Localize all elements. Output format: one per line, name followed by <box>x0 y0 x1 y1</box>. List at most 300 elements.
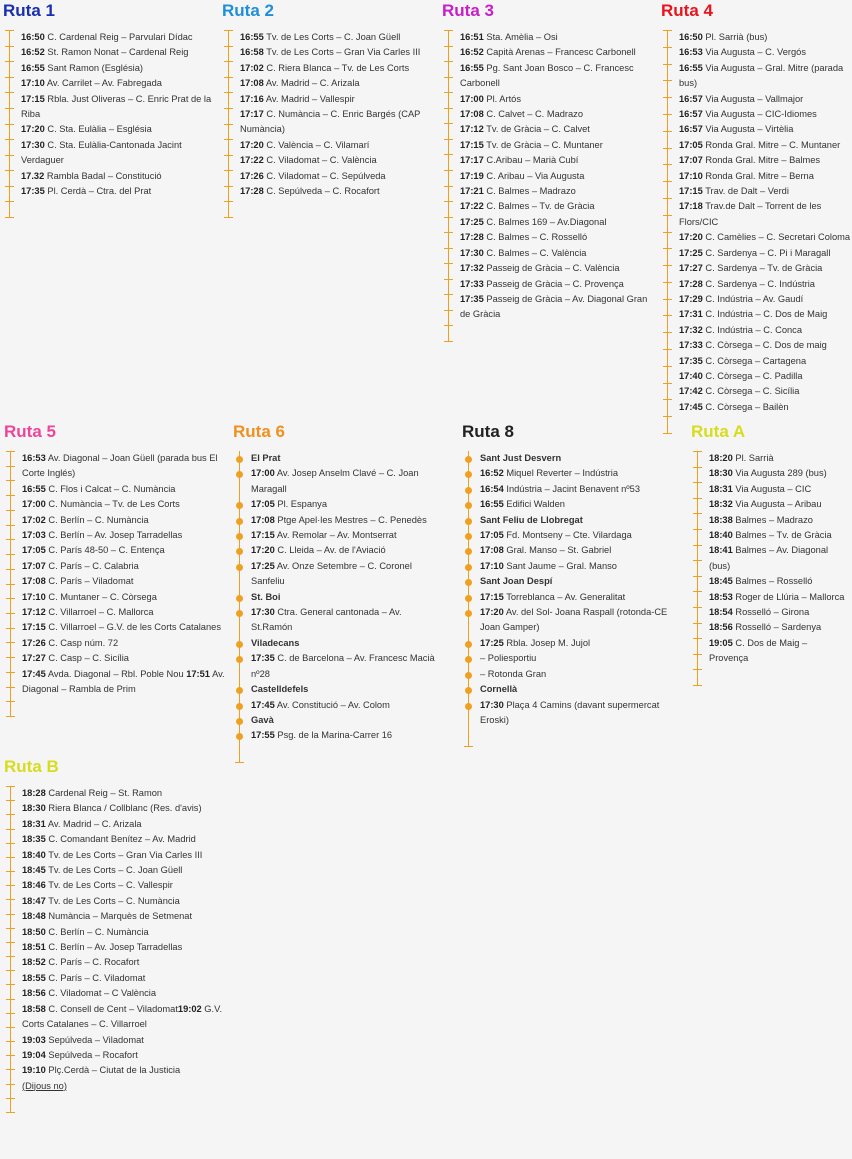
timeline-tick <box>663 181 672 182</box>
timeline-tick <box>6 956 15 957</box>
timeline <box>442 30 652 323</box>
stop-item <box>460 92 652 107</box>
timeline-tick <box>6 885 15 886</box>
stop-time: 16:50 <box>21 32 45 42</box>
stop-time: 17:15 <box>22 622 46 633</box>
timeline-tick <box>693 669 702 670</box>
stop-time: 18:41 <box>709 545 733 556</box>
stop-place: Plaça 4 Camins (davant supermercat Eroski) <box>480 699 660 725</box>
timeline-tick <box>444 341 453 342</box>
town-name: Castelldefels <box>251 684 309 695</box>
stop-time: 18:52 <box>22 957 46 968</box>
stop-time: 17:10 <box>480 560 504 571</box>
timeline-tick <box>6 657 15 658</box>
stop-item <box>460 230 652 245</box>
timeline-dot <box>465 641 472 648</box>
stop-place: Rosselló – Girona <box>735 607 810 618</box>
stop-time: 17:20 <box>480 607 504 618</box>
stop-place: C. Flos i Calcat – C. Numància <box>48 483 176 494</box>
stop-place: C. Villarroel – G.V. de les Corts Catalanes <box>48 622 221 633</box>
stop-time: 17:33 <box>460 278 484 289</box>
stop-place: C. París – Viladomat <box>48 576 134 587</box>
stop-place: Ronda Gral. Mitre – C. Muntaner <box>705 139 841 150</box>
timeline-tick <box>6 598 15 599</box>
timeline-tick <box>663 248 672 249</box>
stop-place: C. Casp núm. 72 <box>48 637 119 648</box>
stop-time: 17:27 <box>22 653 46 664</box>
stop-place: Av. Madrid – Vallespir <box>265 93 355 104</box>
stop-place: C. Berlín – C. Numància <box>48 514 149 525</box>
timeline-tick <box>6 899 15 900</box>
stop-item <box>251 497 443 512</box>
stop-item <box>251 713 443 728</box>
note-text: (Dijous no) <box>22 1080 67 1091</box>
timeline-tick <box>444 279 453 280</box>
stop-place: Torreblanca – Av. Generalitat <box>506 591 626 602</box>
stop-time: 17:25 <box>251 560 275 571</box>
stop-place: Passeig de Gràcia – C. Provença <box>486 278 624 289</box>
stop-item <box>22 543 230 558</box>
route-4-block <box>661 1 851 415</box>
route-a-block <box>691 422 849 667</box>
timeline-dot <box>236 687 243 694</box>
timeline-dot <box>465 471 472 478</box>
stop-item <box>679 122 851 137</box>
stop-place: Roger de Llúria – Mallorca <box>735 591 845 602</box>
stop-place: Tv. de Gràcia – C. Muntaner <box>486 139 603 150</box>
stop-item <box>251 682 443 697</box>
timeline-tick <box>693 685 702 686</box>
stop-time: 18:20 <box>709 453 733 463</box>
stop-item <box>251 605 443 636</box>
stop-place: St. Ramon Nonat – Cardenal Reig <box>47 47 189 58</box>
route-title: Ruta 1 <box>3 1 55 20</box>
stop-place: Av. Diagonal – Rambla de Prim <box>22 668 225 695</box>
stop-time: 17:30 <box>21 139 45 150</box>
timeline-tick <box>5 108 14 109</box>
stop-list <box>4 786 234 1094</box>
timeline-tick <box>224 217 233 218</box>
stop-item <box>22 651 230 666</box>
stop-item <box>480 543 682 558</box>
stop-place: C. Còrsega – Bailèn <box>705 401 789 412</box>
stop-list <box>222 30 432 199</box>
timeline-tick <box>6 1098 15 1099</box>
route-8-block <box>462 422 682 728</box>
stop-time: 18:40 <box>709 530 733 541</box>
timeline-tick <box>235 762 244 763</box>
stop-item <box>240 138 432 153</box>
stop-item <box>460 30 652 45</box>
stop-time: 17:32 <box>460 263 484 274</box>
stop-item <box>240 153 432 168</box>
stop-time: 18:45 <box>22 865 46 876</box>
timeline-dot <box>465 487 472 494</box>
timeline-tick <box>224 92 233 93</box>
stop-time: 17:28 <box>240 186 264 197</box>
timeline-tick <box>6 800 15 801</box>
stop-place: C. Viladomat – C. Sepúlveda <box>266 170 386 181</box>
stop-time: 18:45 <box>709 576 733 587</box>
timeline-dot <box>465 610 472 617</box>
stop-item <box>480 559 682 574</box>
stop-place: Fd. Montseny – Cte. Vilardaga <box>506 530 632 541</box>
stop-place: Ptge Apel·les Mestres – C. Penedès <box>277 514 427 525</box>
stop-place: C. Villarroel – C. Mallorca <box>48 607 154 618</box>
stop-item <box>22 1048 234 1063</box>
stop-place: C. Viladomat – C. València <box>266 155 377 166</box>
stop-time: 16:57 <box>679 93 703 104</box>
stop-place: Rbla. Just Oliveras – C. Enric Prat de la Riba <box>21 93 212 120</box>
timeline-dot <box>236 656 243 663</box>
stop-place: C. de Barcelona – Av. Francesc Macià nº28 <box>251 653 435 679</box>
stop-time: 17:35 <box>460 293 484 304</box>
stop-item <box>22 497 230 512</box>
timeline-tick <box>6 1069 15 1070</box>
stop-item <box>22 528 230 543</box>
stop-time: 17:45 <box>251 699 275 710</box>
stop-place: C. Còrsega – C. Sicília <box>705 386 800 397</box>
route-title: Ruta 4 <box>661 1 713 20</box>
stop-place: Balmes – Madrazo <box>735 514 813 525</box>
stop-place: Trav.de Dalt – Torrent de les Flors/CIC <box>679 201 822 227</box>
stop-place: C. Aribau – Via Augusta <box>486 170 585 181</box>
timeline <box>661 30 851 415</box>
stop-place: Pg. Sant Joan Bosco – C. Francesc Carbonell <box>460 62 634 89</box>
timeline-tick <box>663 416 672 417</box>
timeline-tick <box>5 46 14 47</box>
timeline-tick <box>6 539 15 540</box>
stop-place: Pl. Sarrià <box>735 453 774 463</box>
stop-item <box>480 497 682 512</box>
stop-place: C. París – C. Calabria <box>48 560 139 571</box>
stop-item <box>22 863 234 878</box>
stop-place: Av. Carrilet – Av. Fabregada <box>46 78 162 89</box>
stop-item <box>22 817 234 832</box>
timeline-dot <box>465 533 472 540</box>
stop-time: 17:19 <box>460 170 484 181</box>
stop-item <box>679 107 851 122</box>
stop-time: 19:05 <box>709 637 733 648</box>
stop-time: 17:15 <box>21 93 45 104</box>
stop-item <box>709 605 849 620</box>
stop-time: 17:33 <box>679 340 703 351</box>
timeline-tick <box>6 672 15 673</box>
stop-place: Av. Onze Setembre – C. Coronel Sanfeliu <box>251 560 412 587</box>
stop-time: 17:20 <box>21 124 45 135</box>
stop-time: 18:32 <box>709 499 733 510</box>
stop-place: Sta. Amèlia – Osi <box>486 32 558 42</box>
town-name: Gavà <box>251 714 274 725</box>
timeline-dot <box>236 502 243 509</box>
timeline-tick <box>224 61 233 62</box>
stop-list <box>442 30 652 323</box>
stop-list <box>462 451 682 728</box>
timeline-tick <box>6 628 15 629</box>
stop-time: 17:20 <box>240 139 264 150</box>
timeline-tick <box>224 170 233 171</box>
stop-place: – Poliesportiu <box>480 653 537 664</box>
timeline-tick <box>6 814 15 815</box>
timeline-tick <box>5 30 14 31</box>
stop-place: Rambla Badal – Constitució <box>46 170 162 181</box>
timeline-tick <box>663 349 672 350</box>
stop-time: 16:55 <box>679 62 703 73</box>
timeline-tick <box>444 123 453 124</box>
stop-time: 17:29 <box>679 293 703 304</box>
timeline-dot <box>236 641 243 648</box>
stop-place: Passeig de Gràcia – Av. Diagonal Gran de Gràcia <box>460 293 648 320</box>
stop-time: 18:50 <box>22 926 46 937</box>
stop-time: 17:35 <box>679 355 703 366</box>
route-6-block <box>233 422 443 744</box>
stop-time: 17:05 <box>251 499 275 510</box>
timeline-tick <box>444 46 453 47</box>
route-title: Ruta 2 <box>222 1 274 20</box>
timeline-tick <box>663 383 672 384</box>
timeline-tick <box>5 201 14 202</box>
stop-time: 17:16 <box>240 93 264 104</box>
stop-item <box>480 651 682 666</box>
stop-time: 17:00 <box>460 93 484 104</box>
stop-item <box>480 574 682 589</box>
stop-item <box>460 261 652 276</box>
stop-time: 17:25 <box>480 637 504 648</box>
stop-place: C. Casp – C. Sicília <box>48 653 129 664</box>
timeline-dot <box>465 548 472 555</box>
stop-item <box>251 466 443 497</box>
stop-item <box>21 184 218 199</box>
stop-time: 17:18 <box>679 201 703 212</box>
stop-item <box>21 30 218 45</box>
timeline-tick <box>6 1112 15 1113</box>
stop-time: 17:15 <box>679 186 703 197</box>
timeline-tick <box>663 399 672 400</box>
stop-item <box>480 636 682 651</box>
stop-item <box>679 30 851 45</box>
timeline <box>691 451 849 667</box>
stop-place: Numància – Marquès de Setmenat <box>48 911 193 922</box>
stop-item <box>709 590 849 605</box>
timeline-tick <box>224 77 233 78</box>
timeline-tick <box>444 232 453 233</box>
timeline-dot <box>236 518 243 525</box>
stop-item <box>240 45 432 60</box>
stop-time: 17:08 <box>460 109 484 120</box>
timeline-dot <box>465 672 472 679</box>
stop-item <box>22 1079 234 1094</box>
stop-time: 18:30 <box>709 468 733 479</box>
route-title: Ruta B <box>4 757 59 776</box>
stop-time: 17:22 <box>460 201 484 212</box>
town-name: Viladecans <box>251 637 300 648</box>
stop-place: Sant Jaume – Gral. Manso <box>506 560 617 571</box>
stop-item <box>679 338 851 353</box>
stop-time: 17:45 <box>679 401 703 412</box>
timeline-tick <box>6 1084 15 1085</box>
stop-place: C. Muntaner – C. Còrsega <box>48 591 157 602</box>
timeline-tick <box>5 92 14 93</box>
stop-time: 18:30 <box>22 803 46 814</box>
timeline-tick <box>444 92 453 93</box>
timeline <box>4 451 230 698</box>
stop-place: Tv. de Les Corts – C. Joan Güell <box>48 865 183 876</box>
timeline-tick <box>6 716 15 717</box>
timeline-tick <box>224 139 233 140</box>
timeline-dot <box>465 703 472 710</box>
timeline-tick <box>224 201 233 202</box>
stop-time: 18:28 <box>22 788 46 798</box>
timeline-tick <box>693 451 702 452</box>
stop-item <box>679 61 851 92</box>
stop-time: 17:55 <box>251 730 275 741</box>
timeline-tick <box>444 263 453 264</box>
stop-time: 16:55 <box>22 483 46 494</box>
stop-time: 17:05 <box>480 530 504 541</box>
stop-place: Balmes – Av. Diagonal (bus) <box>709 545 829 571</box>
stop-time: 16:57 <box>679 124 703 135</box>
stop-item <box>480 605 682 636</box>
stop-place: Rbla. Josep M. Jujol <box>506 637 591 648</box>
stop-item <box>679 354 851 369</box>
stop-place: C. Balmes – Tv. de Gràcia <box>486 201 595 212</box>
timeline-tick <box>663 299 672 300</box>
stop-item <box>22 605 230 620</box>
timeline-dot <box>236 718 243 725</box>
stop-time: 16:55 <box>460 62 484 73</box>
stop-time: 18:56 <box>22 988 46 999</box>
stop-time: 17:30 <box>460 247 484 258</box>
timeline-tick <box>6 1055 15 1056</box>
timeline-dot <box>236 610 243 617</box>
stop-place: C. París – C. Viladomat <box>48 972 146 983</box>
stop-item <box>240 184 432 199</box>
stop-place: Balmes – Tv. de Gràcia <box>735 530 832 541</box>
timeline-dot <box>236 595 243 602</box>
stop-time: 17:31 <box>679 309 703 320</box>
stop-place: Via Augusta – Vallmajor <box>705 93 804 104</box>
stop-time: 19:04 <box>22 1049 46 1060</box>
stop-item <box>251 559 443 590</box>
stop-place: Indústria – Jacint Benavent nº53 <box>506 483 641 494</box>
timeline-tick <box>6 928 15 929</box>
timeline-dot <box>465 502 472 509</box>
timeline-tick <box>663 30 672 31</box>
stop-place: C. Berlín – Av. Josep Tarradellas <box>48 942 183 953</box>
stop-place: Cardenal Reig – St. Ramon <box>48 788 163 798</box>
timeline-tick <box>663 47 672 48</box>
town-name: Sant Just Desvern <box>480 453 562 463</box>
stop-item <box>679 92 851 107</box>
stop-place: C. Sardenya – C. Pi i Maragall <box>705 247 831 258</box>
timeline-tick <box>6 829 15 830</box>
stop-place: Av. Josep Anselm Clavé – C. Joan Maragall <box>251 468 419 494</box>
timeline-tick <box>6 466 15 467</box>
timeline-tick <box>444 154 453 155</box>
timeline-tick <box>444 170 453 171</box>
stop-time: 17:10 <box>21 78 45 89</box>
stop-item <box>460 107 652 122</box>
stop-time: 17:12 <box>460 124 484 135</box>
stop-item <box>460 199 652 214</box>
timeline-tick <box>693 607 702 608</box>
stop-item <box>460 292 652 323</box>
stop-item <box>251 528 443 543</box>
stop-time: 16:54 <box>480 483 504 494</box>
stop-time: 18:46 <box>22 880 46 891</box>
route-5-block <box>4 422 230 698</box>
stop-item <box>22 482 230 497</box>
route-2-block <box>222 1 432 199</box>
timeline-tick <box>6 1027 15 1028</box>
timeline-tick <box>6 687 15 688</box>
stop-time: 16:52 <box>480 468 504 479</box>
stop-time: 18:54 <box>709 607 733 618</box>
stop-time: 16:55 <box>21 62 45 73</box>
stop-place: Ctra. General cantonada – Av. St.Ramón <box>251 607 402 633</box>
stop-item <box>22 636 230 651</box>
stop-place: Balmes – Rosselló <box>735 576 813 587</box>
stop-time: 17:28 <box>679 278 703 289</box>
stop-item <box>240 61 432 76</box>
stop-place: Av. Madrid – C. Arizala <box>47 818 142 829</box>
timeline-tick <box>663 332 672 333</box>
stop-place: Ronda Gral. Mitre – Berna <box>705 170 814 181</box>
stop-time: 17:00 <box>22 499 46 510</box>
timeline-tick <box>6 480 15 481</box>
stop-time: 19:10 <box>22 1065 46 1076</box>
stop-time: 17:12 <box>22 607 46 618</box>
stop-item <box>22 925 234 940</box>
timeline-dot <box>236 471 243 478</box>
timeline-tick <box>444 201 453 202</box>
stop-place: Tv. de Les Corts – Gran Via Carles III <box>266 47 421 58</box>
route-3-block <box>442 1 652 323</box>
stop-time: 19:03 <box>22 1034 46 1045</box>
timeline-tick <box>464 746 473 747</box>
timeline-tick <box>6 1041 15 1042</box>
stop-item <box>22 848 234 863</box>
stop-place: C. Lleida – Av. de l'Aviació <box>277 545 386 556</box>
stop-place: Pl. Artós <box>486 93 521 104</box>
stop-item <box>22 1033 234 1048</box>
town-name: St. Boi <box>251 591 281 602</box>
timeline-tick <box>6 554 15 555</box>
town-name: Sant Joan Despí <box>480 576 553 587</box>
timeline <box>222 30 432 199</box>
timeline-tick <box>224 108 233 109</box>
town-name: Cornellà <box>480 684 518 695</box>
stop-time: 17:30 <box>480 699 504 710</box>
timeline-tick <box>224 46 233 47</box>
timeline-tick <box>6 786 15 787</box>
stop-time: 17:02 <box>22 514 46 525</box>
timeline-tick <box>663 64 672 65</box>
stop-place: Trav. de Dalt – Verdi <box>705 186 789 197</box>
timeline-tick <box>693 513 702 514</box>
timeline-tick <box>663 265 672 266</box>
stop-place: Tv. de Les Corts – C. Vallespir <box>48 880 173 891</box>
stop-item <box>22 574 230 589</box>
stop-place: C. Sta. Eulàlia-Cantonada Jacint Verdaguer <box>21 139 182 166</box>
timeline-tick <box>6 914 15 915</box>
timeline-tick <box>663 282 672 283</box>
stop-item <box>679 384 851 399</box>
stop-place: Av. Diagonal – Joan Güell (parada bus El Corte Inglés) <box>22 453 218 479</box>
stop-time: 18:35 <box>22 834 46 845</box>
timeline-tick <box>663 164 672 165</box>
stop-item <box>709 636 849 667</box>
